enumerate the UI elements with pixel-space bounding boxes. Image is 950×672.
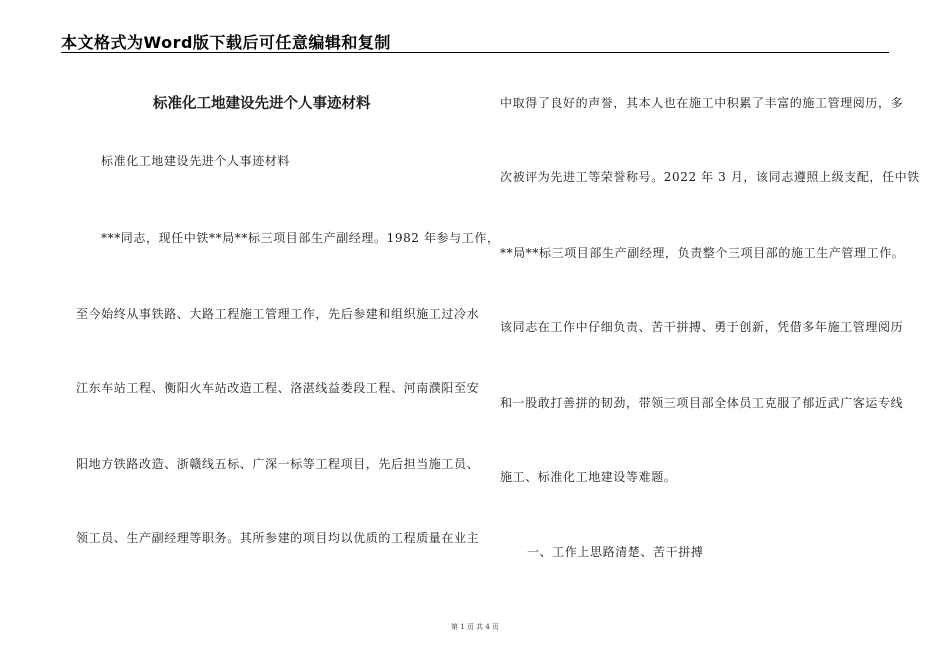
paragraph-line: ***同志，现任中铁**局**标三项目部生产副经理。1982 年参与工作， — [101, 231, 500, 245]
paragraph-line: 施工、标准化工地建设等难题。 — [500, 470, 677, 484]
document-title: 标准化工地建设先进个人事迹材料 — [153, 96, 371, 112]
paragraph-line: 该同志在工作中仔细负责、苦干拼搏、勇于创新，凭借多年施工管理阅历 — [500, 320, 904, 334]
paragraph-line: 江东车站工程、衡阳火车站改造工程、洛湛线益娄段工程、河南濮阳至安 — [76, 381, 480, 395]
paragraph-line: **局**标三项目部生产副经理，负责整个三项目部的施工生产管理工作。 — [500, 246, 905, 260]
document-header: 本文格式为Word版下载后可任意编辑和复制 — [61, 33, 391, 52]
paragraph-line: 领工员、生产副经理等职务。其所参建的项目均以优质的工程质量在业主 — [76, 531, 480, 545]
paragraph-line: 次被评为先进工等荣誉称号。2022 年 3 月，该同志遵照上级支配，任中铁 — [500, 170, 920, 184]
paragraph-line: 至今始终从事铁路、大路工程施工管理工作，先后参建和组织施工过冷水 — [76, 307, 480, 321]
paragraph-line: 和一股敢打善拼的韧劲，带领三项目部全体员工克服了郁近武广客运专线 — [500, 396, 904, 410]
paragraph-line: 中取得了良好的声誉，其本人也在施工中积累了丰富的施工管理阅历，多 — [500, 96, 904, 110]
paragraph-line: 阳地方铁路改造、浙赣线五标、广深一标等工程项目，先后担当施工员、 — [76, 457, 480, 471]
section-heading: 一、工作上思路清楚、苦干拼搏 — [527, 545, 704, 559]
header-divider — [61, 52, 889, 53]
page-number: 第 1 页 共 4 页 — [450, 623, 500, 631]
paragraph-subtitle: 标准化工地建设先进个人事迹材料 — [101, 154, 291, 168]
